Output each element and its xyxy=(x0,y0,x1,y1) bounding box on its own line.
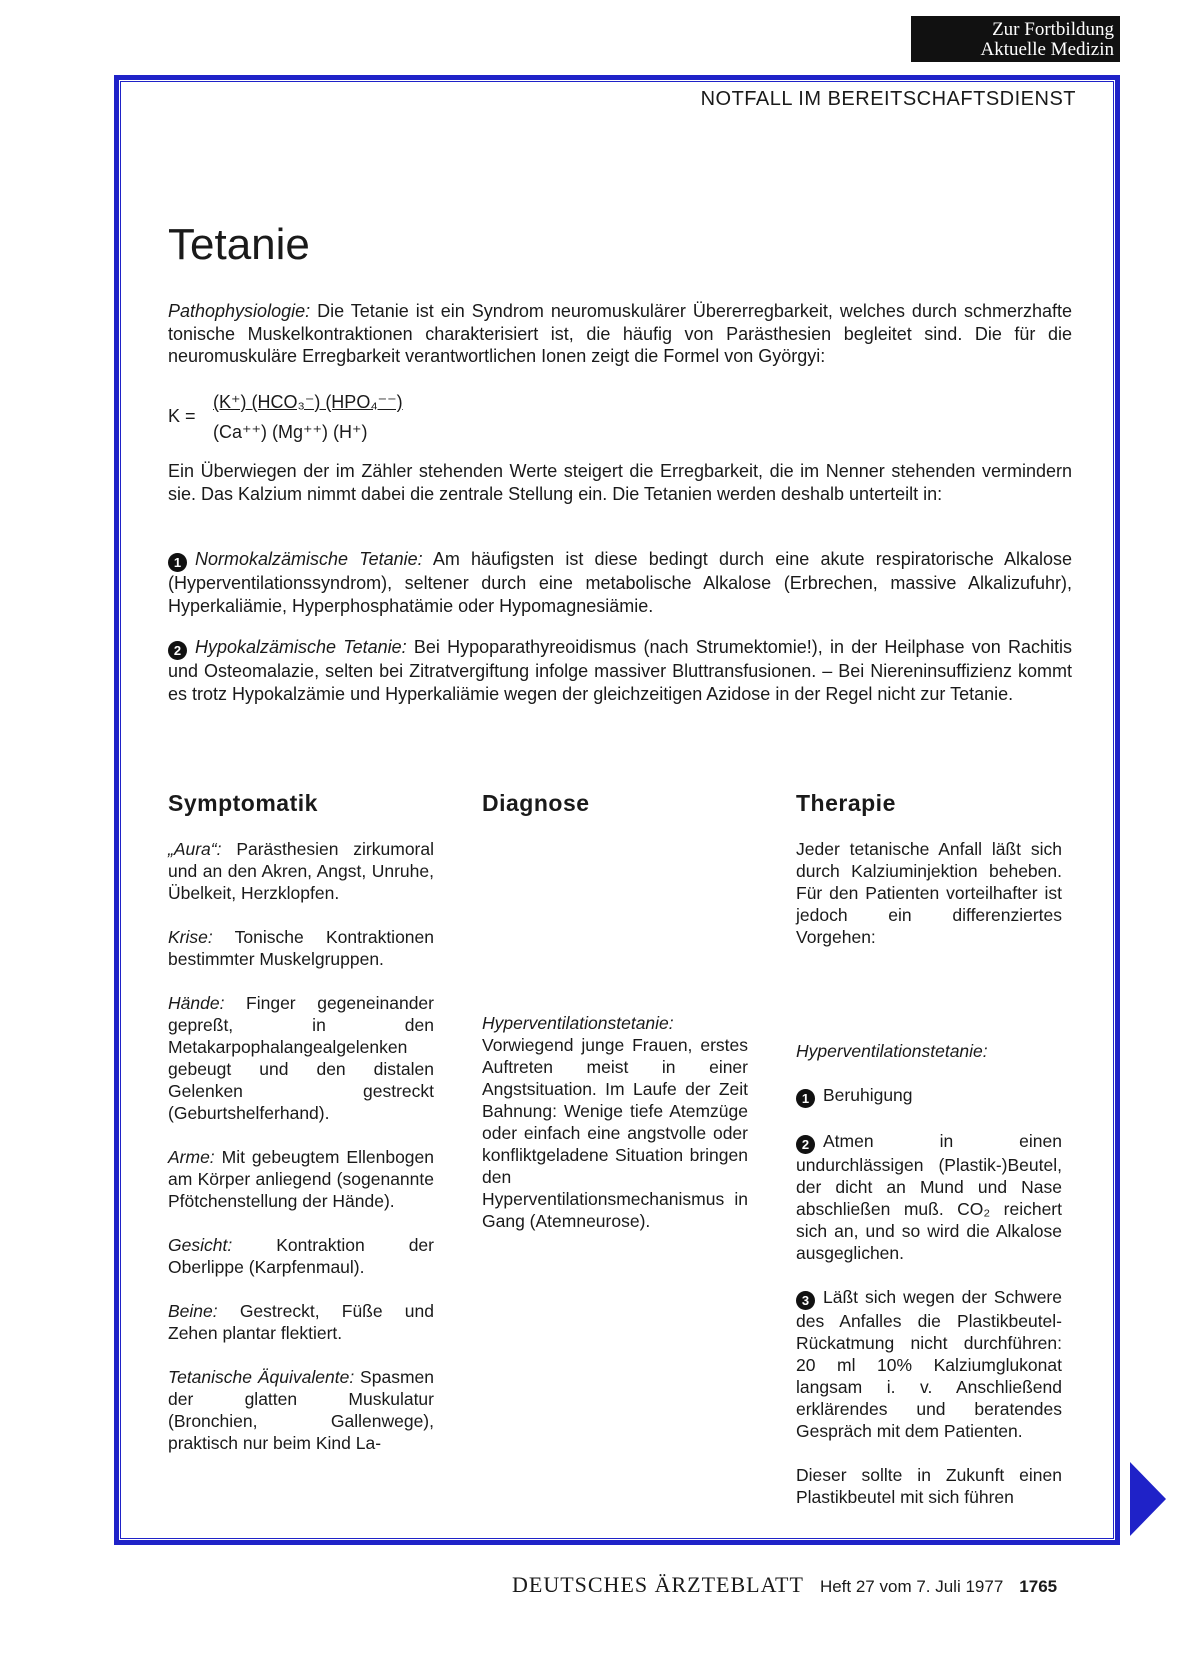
therapie-step-text: Beruhigung xyxy=(823,1085,913,1105)
therapie-intro: Jeder tetanische Anfall läßt sich durch Kalziuminjektion beheben. Für den Patienten vorteilhafter ist jedoch ein differenziertes Vorgehen: xyxy=(796,839,1062,947)
symptom-text: Kontraktion der Oberlippe (Karpfenmaul). xyxy=(168,1235,434,1277)
continue-arrow-icon xyxy=(1130,1462,1166,1536)
type2-text: Bei Hypoparathyreoidismus (nach Strumektomie!), in der Heilphase von Rachitis und Osteomalazie, selten bei Zitratvergiftung infolge massiver Bluttransfusionen. – Bei Niereninsuffizienz kommt es trotz Hypokalzämie und Hyperkaliämie wegen der gleichzeitigen Azidose in der Regel nicht zur Tetanie. xyxy=(168,637,1072,704)
formula-denominator: (Ca⁺⁺) (Mg⁺⁺) (H⁺) xyxy=(213,422,368,442)
type1-text: Am häufigsten ist diese bedingt durch eine akute respiratorische Alkalose (Hyperventilationssyndrom), seltener durch eine metabolische Alkalose (Erbrechen, massive Alkalizufuhr), Hyperkaliämie, Hyperphosphatämie oder Hypomagnesiämie. xyxy=(168,549,1072,616)
therapie-step xyxy=(796,1084,1062,1108)
symptom-text: Spasmen der glatten Muskulatur (Bronchien, Gallenwege), praktisch nur beim Kind La- xyxy=(168,1367,434,1453)
diagnose-text: Vorwiegend junge Frauen, erstes Auftreten meist in einer Angstsituation. Im Laufe der Zeit Bahnung: Wenige tiefe Atemzüge oder einfach eine angstvolle oder konfliktgeladene Situation bringen den Hyperventilationsmechanismus in Gang (Atemneurose). xyxy=(482,1035,748,1231)
symptom-text: Parästhesien zirkumoral und an den Akren, Angst, Unruhe, Übelkeit, Herzklopfen. xyxy=(168,839,434,903)
therapie-sublabel-text: Hyperventilationstetanie: xyxy=(796,1041,988,1061)
journal-name: DEUTSCHES ÄRZTEBLATT xyxy=(512,1572,804,1597)
symptom-label: Arme: xyxy=(168,1147,215,1167)
bullet-2-icon: 2 xyxy=(168,641,187,660)
category-tag-line1: Zur Fortbildung xyxy=(992,19,1114,40)
intro-paragraph xyxy=(168,300,1072,368)
type2-paragraph xyxy=(168,636,1072,705)
bullet-1-icon: 1 xyxy=(796,1089,815,1108)
therapie-step-text: Läßt sich wegen der Schwere des Anfalles die Plastikbeutel-Rückatmung nicht durchführen: 20 ml 10% Kalziumglukonat langsam i. v. Anschließend erklärendes und beratendes Gespräch mit dem Patienten. xyxy=(796,1287,1062,1441)
therapie-column xyxy=(796,838,1062,1530)
intro-label: Pathophysiologie: xyxy=(168,301,311,321)
symptom-item xyxy=(168,1146,434,1212)
classification-paragraph: Ein Überwiegen der im Zähler stehenden Werte steigert die Erregbarkeit, die im Nenner stehenden vermindern sie. Das Kalzium nimmt dabei die zentrale Stellung ein. Die Tetanien werden deshalb unterteilt in: xyxy=(168,461,1072,504)
intro-text: Die Tetanie ist ein Syndrom neuromuskulärer Übererregbarkeit, welches durch schmerzhafte tonische Muskelkontraktionen charakterisiert ist, die häufig von Parästhesien begleitet sind. Die für die neuromuskuläre Erregbarkeit verantwortlichen Ionen zeigt die Formel von Györgyi: xyxy=(168,301,1072,366)
issue-info: Heft 27 vom 7. Juli 1977 xyxy=(819,1577,1004,1596)
symptom-text: Tonische Kontraktionen bestimmter Muskelgruppen. xyxy=(168,927,434,969)
bullet-2-icon: 2 xyxy=(796,1135,815,1154)
page-number: 1765 xyxy=(1019,1577,1058,1596)
symptom-label: Gesicht: xyxy=(168,1235,233,1255)
therapie-step-text: Atmen in einen undurchlässigen (Plastik-)Beutel, der dicht an Mund und Nase abschließen muß. CO₂ reichert sich an, und so wird die Alkalose ausgeglichen. xyxy=(796,1131,1062,1263)
bullet-3-icon: 3 xyxy=(796,1291,815,1310)
symptom-label: „Aura“: xyxy=(168,839,222,859)
symptom-item xyxy=(168,1366,434,1454)
symptomatik-column xyxy=(168,838,434,1476)
symptom-item xyxy=(168,1300,434,1344)
symptom-label: Beine: xyxy=(168,1301,218,1321)
symptom-label: Tetanische Äquivalente: xyxy=(168,1367,355,1387)
therapie-step xyxy=(796,1130,1062,1264)
symptom-item xyxy=(168,992,434,1124)
symptom-label: Krise: xyxy=(168,927,213,947)
therapie-sublabel xyxy=(796,1040,1062,1062)
symptom-label: Hände: xyxy=(168,993,225,1013)
formula-k: K = xyxy=(168,406,196,426)
heading-symptomatik: Symptomatik xyxy=(168,790,318,816)
heading-therapie: Therapie xyxy=(796,790,896,816)
article-title: Tetanie xyxy=(168,220,310,269)
spacer xyxy=(796,970,1062,1040)
category-tag xyxy=(911,16,1120,62)
type2-label: Hypokalzämische Tetanie: xyxy=(195,637,407,657)
diagnose-label: Hyperventilationstetanie: xyxy=(482,1013,674,1033)
therapie-step xyxy=(796,1286,1062,1442)
symptom-text: Mit gebeugtem Ellenbogen am Körper anliegend (sogenannte Pfötchenstellung der Hände). xyxy=(168,1147,434,1211)
symptom-item xyxy=(168,838,434,904)
symptom-item xyxy=(168,926,434,970)
symptom-text: Finger gegeneinander gepreßt, in den Metakarpophalangealgelenken gebeugt und den distalen Gelenken gestreckt (Geburtshelferhand). xyxy=(168,993,434,1123)
diagnose-column xyxy=(482,1012,748,1254)
diagnose-item xyxy=(482,1012,748,1232)
bullet-1-icon: 1 xyxy=(168,553,187,572)
heading-diagnose: Diagnose xyxy=(482,790,590,816)
type1-label: Normokalzämische Tetanie: xyxy=(195,549,423,569)
category-tag-line2: Aktuelle Medizin xyxy=(980,39,1114,60)
symptom-text: Gestreckt, Füße und Zehen plantar flektiert. xyxy=(168,1301,434,1343)
footer xyxy=(512,1572,1057,1598)
therapie-outro: Dieser sollte in Zukunft einen Plastikbeutel mit sich führen xyxy=(796,1465,1062,1507)
formula-numerator: (K⁺) (HCO₃⁻) (HPO₄⁻⁻) xyxy=(213,392,403,412)
symptom-item xyxy=(168,1234,434,1278)
section-label: NOTFALL IM BEREITSCHAFTSDIENST xyxy=(700,88,1076,110)
type1-paragraph xyxy=(168,548,1072,617)
